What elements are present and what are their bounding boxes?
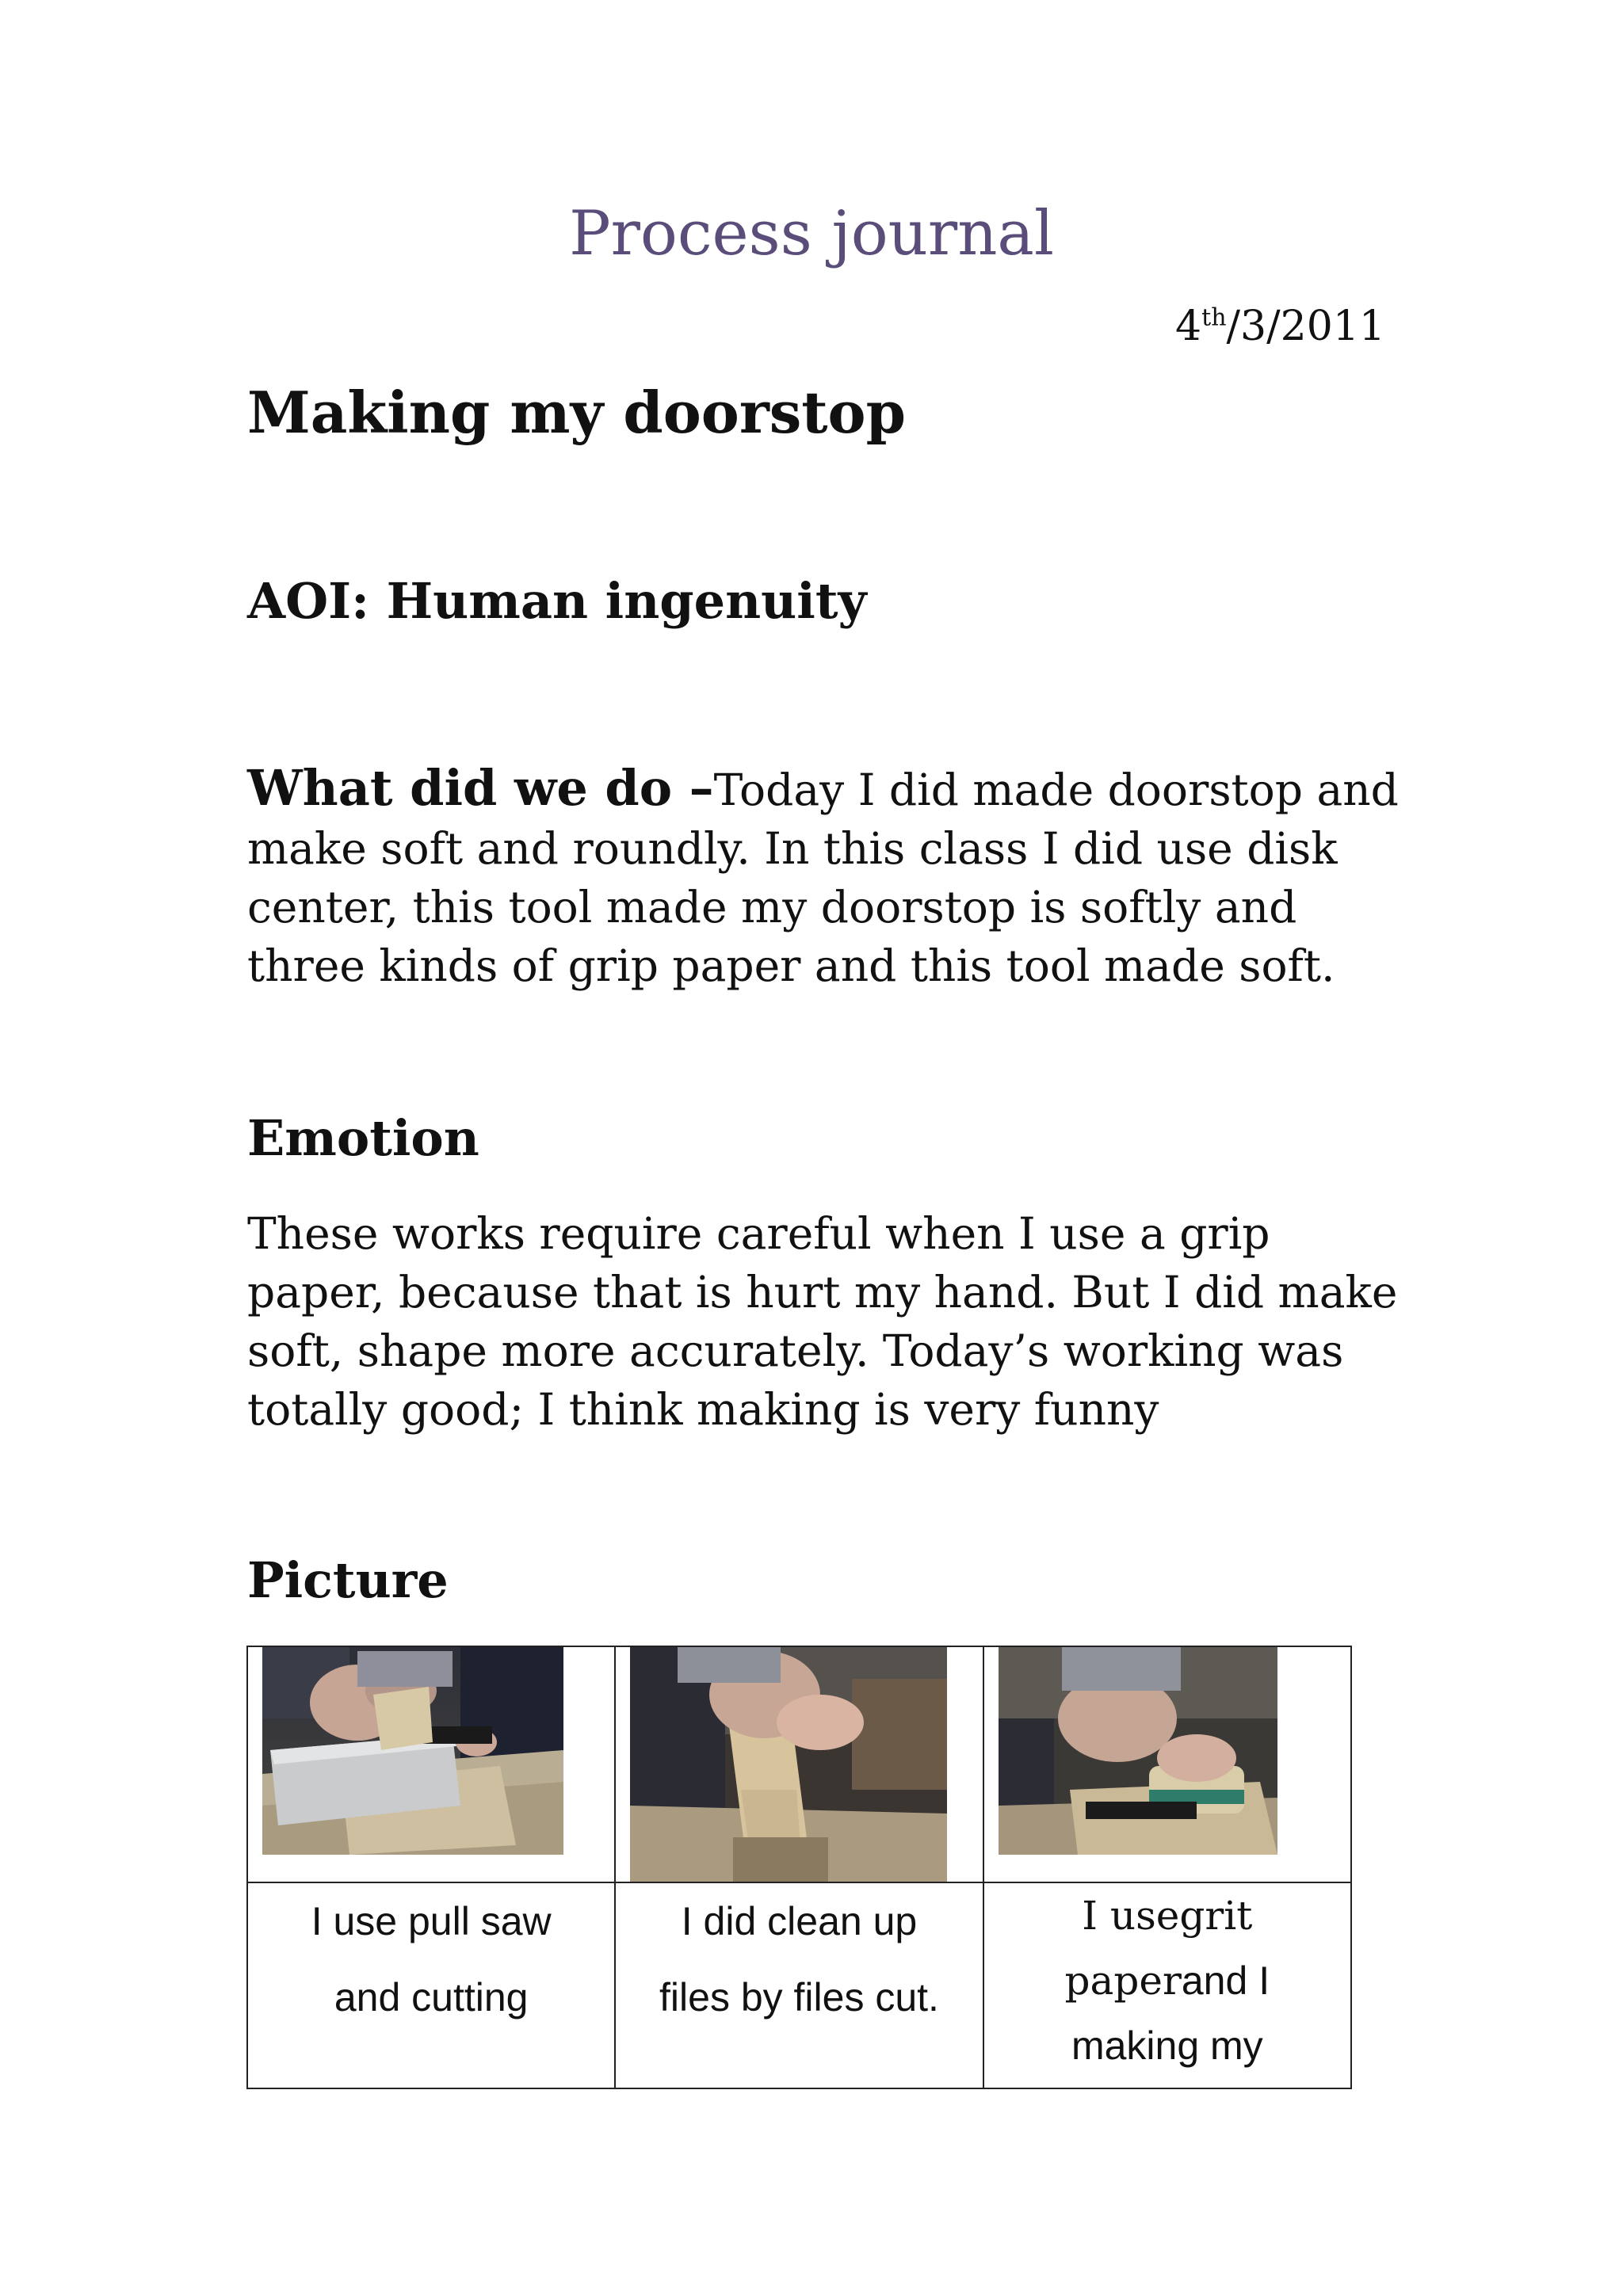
picture-heading: Picture <box>247 1551 449 1609</box>
caption-cell <box>247 1882 615 2088</box>
caption-line: I use pull saw <box>311 1899 552 1943</box>
aoi-heading: AOI: Human ingenuity <box>247 572 867 630</box>
caption-line-part: and I <box>1181 1958 1270 2003</box>
caption-files <box>616 1883 982 2035</box>
picture-cell <box>247 1646 615 1882</box>
date-day: 4 <box>1175 303 1202 350</box>
picture-cell <box>983 1646 1351 1882</box>
caption-line: I usegrit <box>1082 1893 1253 1939</box>
what-did-we-do-text: Today I did made doorstop and make soft and roundly. In this class I did use disk center, this tool made my doorstop is softly and three kinds of grip paper and this tool made soft. <box>247 765 1399 991</box>
caption-line: making my <box>1071 2023 1263 2068</box>
sanding-wood-photo <box>999 1647 1277 1855</box>
caption-grit <box>984 1883 1350 2078</box>
journal-date <box>1175 303 1385 350</box>
sawing-wood-photo <box>262 1647 563 1855</box>
picture-row <box>247 1646 1351 1882</box>
caption-saw <box>248 1883 614 2035</box>
caption-row <box>247 1882 1351 2088</box>
what-did-we-do-lead: What did we do – <box>247 759 714 817</box>
emotion-heading: Emotion <box>247 1109 479 1167</box>
picture-cell <box>615 1646 983 1882</box>
picture-table <box>246 1646 1352 2089</box>
what-did-we-do-paragraph <box>247 759 1404 995</box>
caption-line: and cutting <box>334 1975 529 2019</box>
caption-line: files by files cut. <box>659 1975 939 2019</box>
caption-line-part: paper <box>1064 1958 1182 2004</box>
main-heading: Making my doorstop <box>247 379 906 446</box>
date-rest: /3/2011 <box>1226 303 1385 350</box>
caption-cell <box>983 1882 1351 2088</box>
emotion-paragraph: These works require careful when I use a grip paper, because that is hurt my hand. But I did make soft, shape more accurately. Today’s working was totally good; I think making is very funny <box>247 1208 1398 1435</box>
caption-line <box>984 1948 1350 2013</box>
caption-cell <box>615 1882 983 2088</box>
page-title: Process journal <box>569 198 1054 269</box>
date-suffix: th <box>1201 303 1227 332</box>
caption-line: I did clean up <box>681 1899 918 1943</box>
filing-wood-photo <box>630 1647 947 1882</box>
